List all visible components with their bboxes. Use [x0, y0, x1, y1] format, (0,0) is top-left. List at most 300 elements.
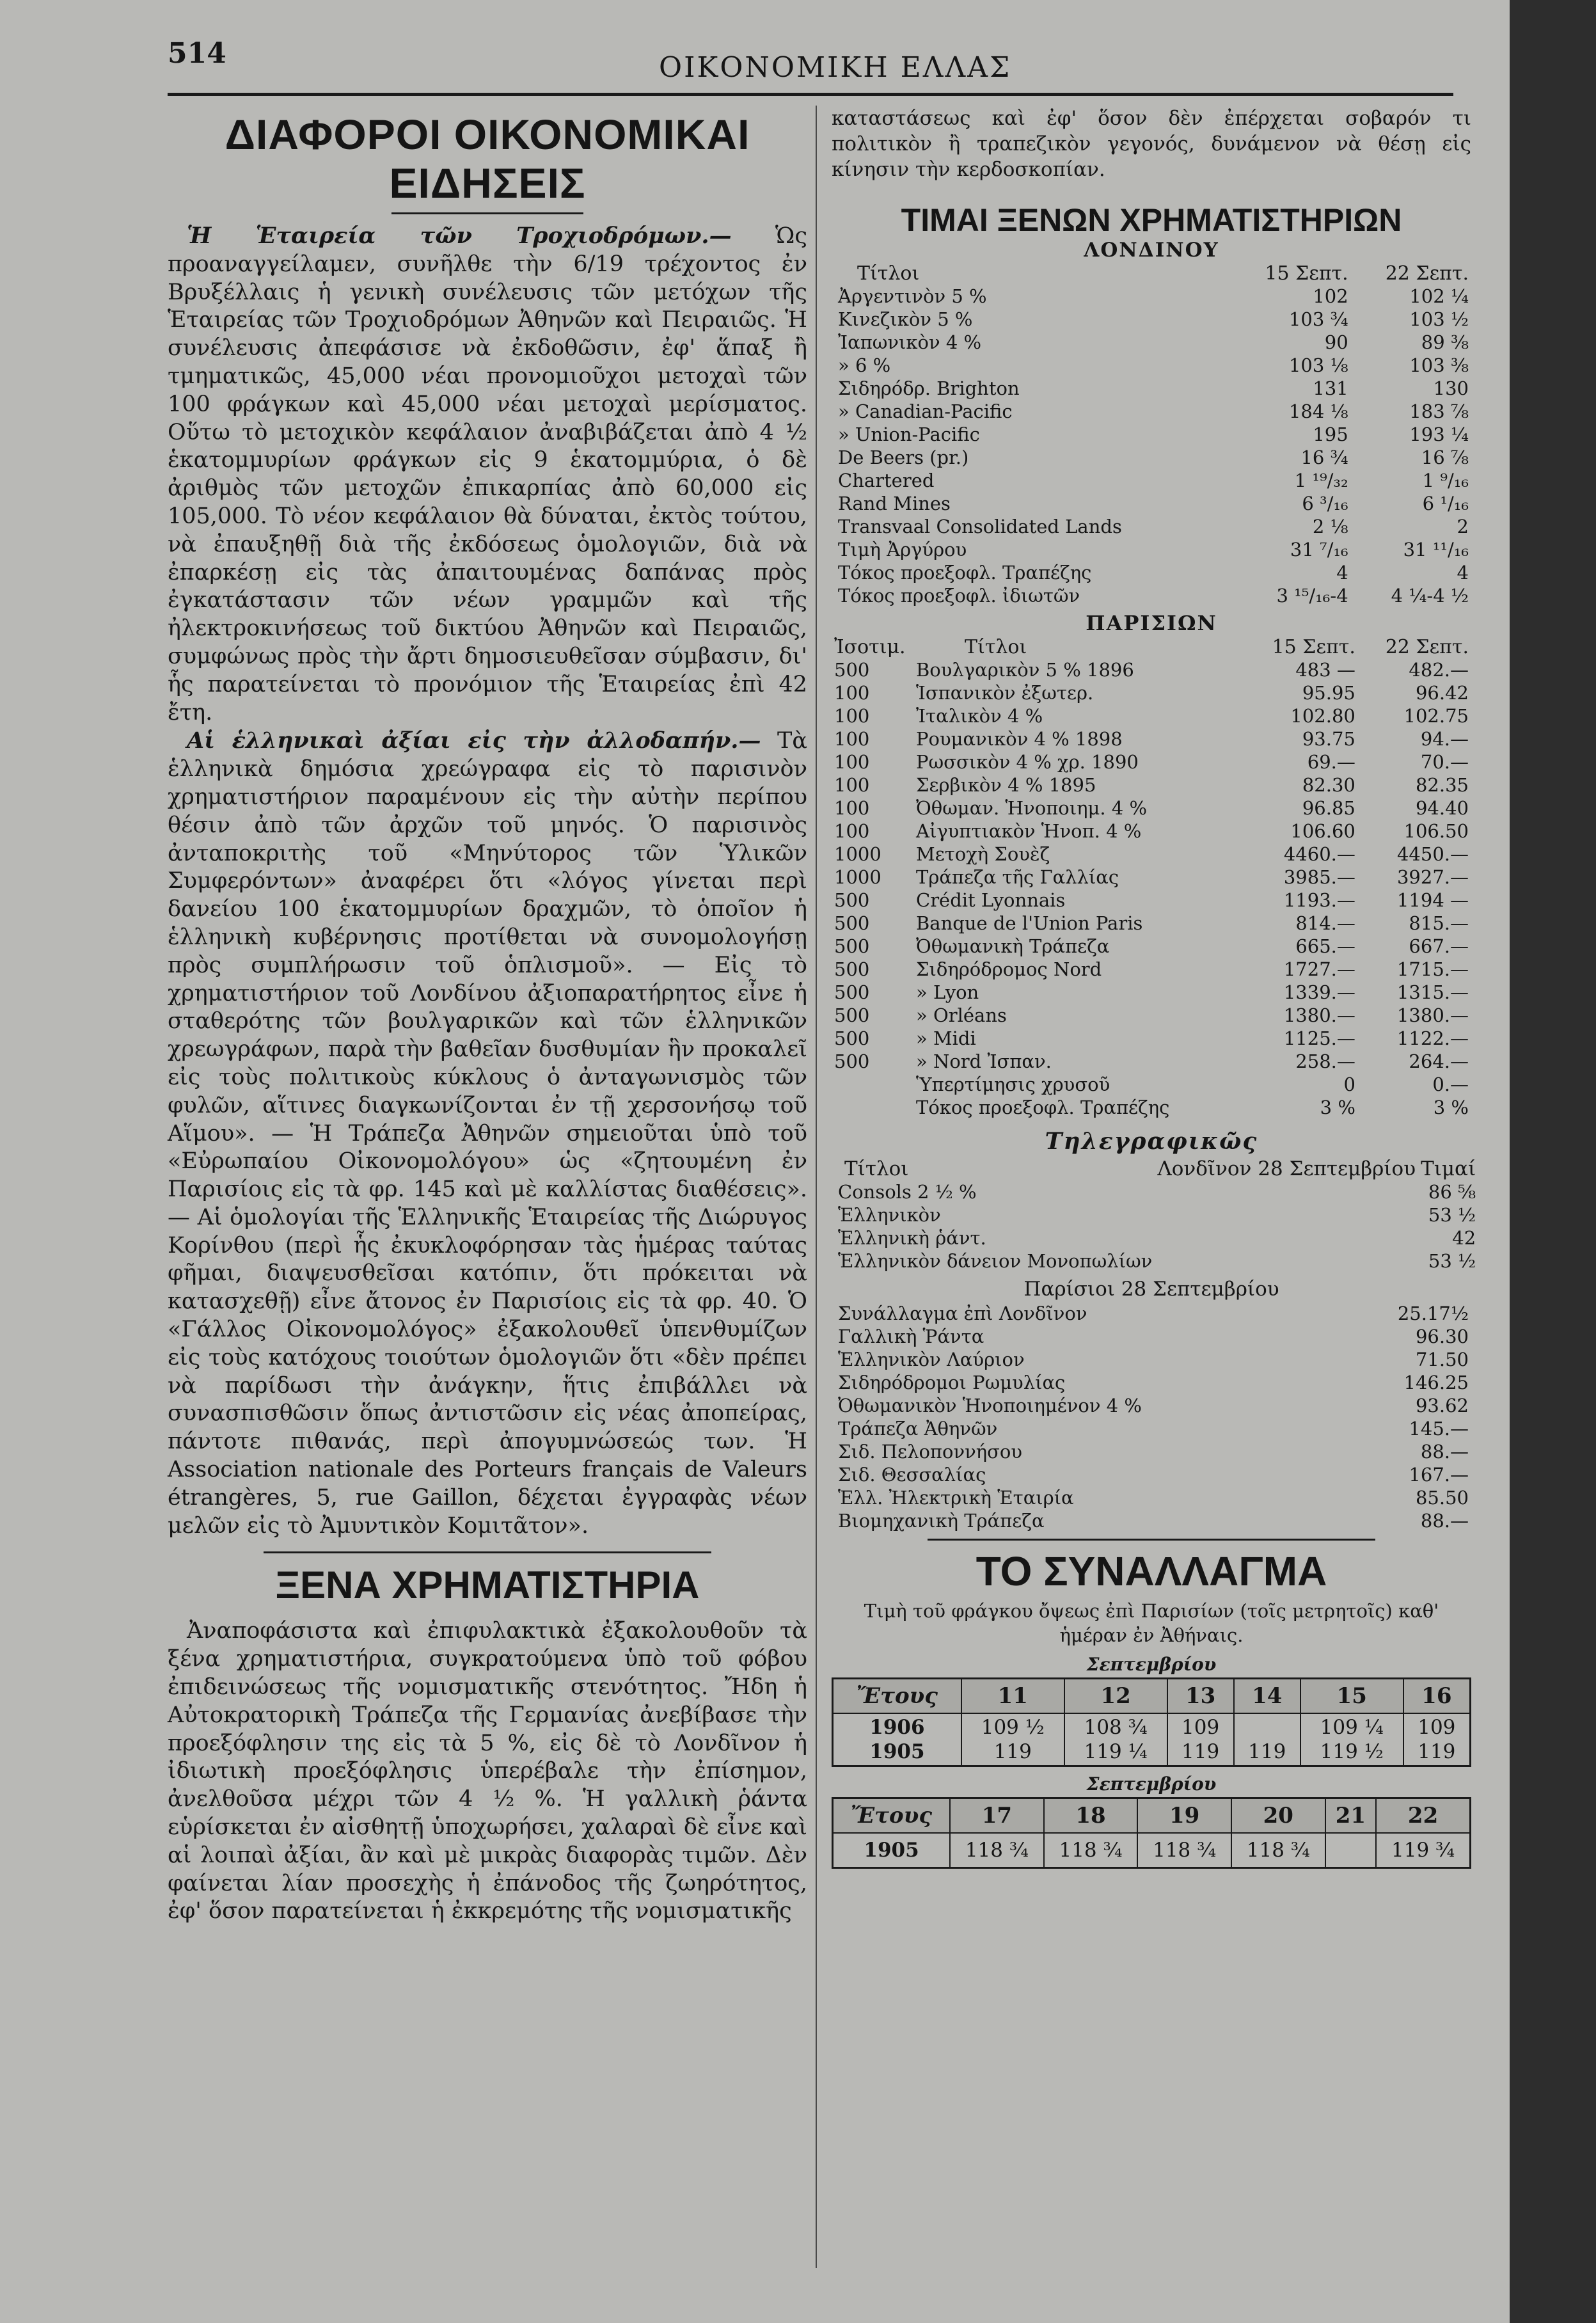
- price-22-sept: 94.—: [1420, 728, 1469, 750]
- rate-cell: [961, 1713, 1064, 1766]
- rate-1905: 118 ¾: [1044, 1833, 1138, 1868]
- security-name: » Canadian-Pacific: [838, 400, 1013, 422]
- security-name: Ἰαπωνικὸν 4 %: [838, 331, 982, 353]
- rate-1906: 108 ¾: [1084, 1716, 1148, 1739]
- rate-1905: 118 ¾: [950, 1833, 1044, 1868]
- price-15-sept: 31 ⁷/₁₆: [1290, 539, 1348, 560]
- price-15-sept: 0: [1343, 1074, 1355, 1095]
- exchange-heading: ΤΟ ΣΥΝΑΛΛΑΓΜΑ: [976, 1548, 1327, 1594]
- year-1906: 1906: [869, 1716, 925, 1739]
- day-header: 19: [1137, 1798, 1231, 1834]
- foreign-exchanges-heading: ΞΕΝΑ ΧΡΗΜΑΤΙΣΤΗΡΙΑ: [275, 1564, 700, 1607]
- day-header: 17: [950, 1798, 1044, 1834]
- price-22-sept: 106.50: [1403, 820, 1469, 842]
- exchange-table-1-year-label: Ἔτους: [833, 1679, 961, 1714]
- security-name: Banque de l'Union Paris: [916, 912, 1143, 934]
- london-row: [832, 469, 1471, 492]
- paris-col-title: Τίτλοι: [965, 635, 1027, 658]
- nominal-value: 100: [834, 705, 870, 727]
- rate-1906: 109: [1418, 1716, 1456, 1739]
- security-name: Ὀθωμαν. Ἡνοποιημ. 4 %: [916, 797, 1148, 819]
- price: 146.25: [1403, 1372, 1469, 1393]
- right-column: [832, 106, 1476, 1869]
- security-name: » Nord Ἰσπαν.: [916, 1051, 1052, 1072]
- price-22-sept: 1 ⁹/₁₆: [1422, 470, 1469, 491]
- price: 86 ⅝: [1428, 1181, 1476, 1203]
- nominal-value: 1000: [834, 866, 881, 888]
- security-name: Σιδηρόδρομος Nord: [916, 958, 1102, 980]
- price-22-sept: 1194 —: [1396, 889, 1469, 911]
- paris-row: [832, 1027, 1471, 1050]
- security-name: Γαλλικὴ Ῥάντα: [838, 1326, 984, 1347]
- exchange-subtitle: Τιμὴ τοῦ φράγκου ὄψεως ἐπὶ Παρισίων (τοῖς μετρητοῖς) καθ' ἡμέραν ἐν Ἀθήναις.: [864, 1600, 1439, 1646]
- price-22-sept: 31 ¹¹/₁₆: [1403, 539, 1469, 560]
- price-15-sept: 102: [1313, 285, 1348, 307]
- london-row: [832, 538, 1471, 561]
- price-15-sept: 258.—: [1295, 1051, 1355, 1072]
- article-trams-title: Ἡ Ἑταιρεία τῶν Τροχιοδρόμων.—: [187, 223, 732, 249]
- article-trams: [168, 222, 807, 727]
- london-row: [832, 308, 1471, 331]
- security-name: Ἀργεντινὸν 5 %: [838, 285, 987, 307]
- rate-cell: [1167, 1713, 1234, 1766]
- page-edge-shadow: [1510, 0, 1596, 2323]
- price-22-sept: 82.35: [1415, 774, 1469, 796]
- paris-row: [832, 797, 1471, 820]
- price-22-sept: 4: [1457, 562, 1469, 583]
- security-name: Ἑλληνικὸν Λαύριον: [838, 1349, 1025, 1370]
- exchange-table-2: [832, 1797, 1471, 1869]
- london-header-row: [832, 262, 1471, 285]
- security-name: Μετοχὴ Σουὲζ: [916, 843, 1050, 865]
- rate-cell: [1403, 1713, 1471, 1766]
- price-22-sept: 70.—: [1420, 751, 1469, 773]
- price-15-sept: 106.60: [1290, 820, 1355, 842]
- security-name: Ὀθωμανικὸν Ἡνοποιημένον 4 %: [838, 1395, 1142, 1416]
- exchange-table-2-head: [833, 1798, 1471, 1834]
- paris-row: [832, 958, 1471, 981]
- security-name: Σιδηρόδρομοι Ρωμυλίας: [838, 1372, 1066, 1393]
- price: 167.—: [1409, 1464, 1469, 1486]
- paris-header-row: [832, 635, 1471, 658]
- telegraph-paris-row: [832, 1463, 1471, 1486]
- spacer: [1155, 1203, 1418, 1226]
- london-row: [832, 354, 1471, 377]
- exchange-table-2-year: 1905: [833, 1833, 951, 1868]
- london-row: [832, 492, 1471, 515]
- price-15-sept: 195: [1313, 424, 1348, 445]
- price-15-sept: 3 %: [1320, 1097, 1355, 1118]
- price-22-sept: 96.42: [1415, 682, 1469, 704]
- exchange-table-1-head: [833, 1679, 1471, 1714]
- security-name: Ἱσπανικὸν ἐξωτερ.: [916, 682, 1094, 704]
- price-22-sept: 3927.—: [1396, 866, 1469, 888]
- telegraph-paris-row: [832, 1302, 1471, 1325]
- price-15-sept: 4460.—: [1283, 843, 1355, 865]
- paris-row: [832, 1004, 1471, 1027]
- telegraph-paris-table: [832, 1302, 1471, 1532]
- rate-1906: [1238, 1715, 1296, 1740]
- price-15-sept: 90: [1324, 331, 1348, 353]
- price-22-sept: 0.—: [1432, 1074, 1469, 1095]
- london-row: [832, 331, 1471, 354]
- nominal-value: 500: [834, 889, 870, 911]
- price-15-sept: 131: [1313, 377, 1348, 399]
- telegraph-col-title: Τίτλοι: [844, 1157, 909, 1180]
- day-header: 11: [961, 1679, 1064, 1714]
- exchange-month-2: Σεπτεμβρίου: [1086, 1773, 1217, 1795]
- paris-row: [832, 750, 1471, 773]
- price-15-sept: 16 ¾: [1300, 447, 1348, 468]
- rate-cell: [1300, 1713, 1403, 1766]
- price-15-sept: 1339.—: [1283, 981, 1355, 1003]
- heading-underline: [391, 212, 583, 214]
- price-22-sept: 1122.—: [1396, 1027, 1469, 1049]
- paris-row: [832, 773, 1471, 797]
- paris-row: [832, 704, 1471, 727]
- nominal-value: 500: [834, 935, 870, 957]
- security-name: Ἑλλ. Ἠλεκτρικὴ Ἑταιρία: [838, 1487, 1074, 1509]
- security-name: Τράπεζα τῆς Γαλλίας: [916, 866, 1119, 888]
- security-name: Βουλγαρικὸν 5 % 1896: [916, 659, 1134, 681]
- security-name: » Orléans: [916, 1004, 1007, 1026]
- day-header: 22: [1376, 1798, 1470, 1834]
- price-15-sept: 184 ⅛: [1288, 400, 1348, 422]
- rate-1905: 119 ¼: [1084, 1740, 1148, 1763]
- price-15-sept: 96.85: [1302, 797, 1355, 819]
- paris-row: [832, 912, 1471, 935]
- day-header: 13: [1167, 1679, 1234, 1714]
- paris-label: ΠΑΡΙΣΙΩΝ: [1086, 611, 1217, 635]
- price-22-sept: 2: [1457, 516, 1469, 537]
- telegraph-paris-body: [832, 1302, 1471, 1532]
- prices-heading: ΤΙΜΑΙ ΞΕΝΩΝ ΧΡΗΜΑΤΙΣΤΗΡΙΩΝ: [901, 202, 1402, 238]
- year-1905: 1905: [869, 1740, 925, 1763]
- rate-1906: 109 ½: [981, 1716, 1045, 1739]
- london-table: [832, 262, 1471, 607]
- london-row: [832, 584, 1471, 607]
- security-name: Ρωσσικὸν 4 % χρ. 1890: [916, 751, 1139, 773]
- spacer: [1155, 1226, 1418, 1249]
- price-22-sept: 4 ¼-4 ½: [1391, 585, 1469, 607]
- security-name: Σερβικὸν 4 % 1895: [916, 774, 1096, 796]
- security-name: Βιομηχανικὴ Τράπεζα: [838, 1510, 1045, 1532]
- day-header: 15: [1300, 1679, 1403, 1714]
- security-name: Σιδ. Θεσσαλίας: [838, 1464, 986, 1486]
- price: 85.50: [1415, 1487, 1469, 1509]
- nominal-value: 100: [834, 774, 870, 796]
- article-greek-securities-title: Αἱ ἑλληνικαὶ ἀξίαι εἰς τὴν ἀλλοδαπήν.—: [187, 727, 761, 754]
- price: 145.—: [1409, 1418, 1469, 1439]
- exchange-separator: [832, 1532, 1471, 1546]
- rate-1905: 119: [1248, 1740, 1286, 1763]
- telegraph-label: Τηλεγραφικῶς: [1045, 1128, 1258, 1155]
- paris-row: [832, 820, 1471, 843]
- price-22-sept: 103 ½: [1409, 308, 1469, 330]
- paris-row: [832, 981, 1471, 1004]
- rate-1905: 119 ½: [1320, 1740, 1384, 1763]
- article-greek-securities-text: Τὰ ἑλληνικὰ δημόσια χρεώγραφα εἰς τὸ παρισινὸν χρηματιστήριον παραμένουν εἰς τὴν αὐτὴν περίπου θέσιν ἀπὸ τῶν ἀρχῶν τοῦ μηνός. Ὁ παρισινὸς ἀνταποκριτὴς τοῦ «Μηνύτορος τῶν Ὑλικῶν Συμφερόντων» ἀναφέρει ὅτι «λόγος γίνεται περὶ δανείου 100 ἑκατομμυρίων δραχμῶν, τὸ ὁποῖον ἡ ἑλληνικὴ κυβέρνησις προτίθεται νὰ συνομολογήσῃ πρὸς συμπλήρωσιν τοῦ ὁπλισμοῦ». — Εἰς τὸ χρηματιστήριον τοῦ Λονδίνου ἀξιοπαρατήρητος εἶνε ἡ σταθερότης τῶν βουλγαρικῶν καὶ τῶν ἑλληνικῶν χρεωγράφων, παρὰ τὴν βαθεῖαν δυσθυμίαν ἣν προκαλεῖ εἰς τοὺς πολιτικοὺς κύκλους ὁ ἀνταγωνισμὸς τῶν φυλῶν, αἵτινες διαγκωνίζονται ἐν τῇ χερσονήσῳ τοῦ Αἵμου». — Ἡ Τράπεζα Ἀθηνῶν σημειοῦται ὑπὸ τοῦ «Εὐρωπαίου Οἰκονομολόγου» ὡς «ζητουμένη ἐν Παρισίοις εἰς τὰ φρ. 145 καὶ μὲ καλλίστας διαθέσεις».— Αἱ ὁμολογίαι τῆς Ἑλληνικῆς Ἑταιρείας τῆς Διώρυγος Κορίνθου (περὶ ἧς ἐκυκλοφόρησαν τὰς ἡμέρας ταύτας φῆμαι, διαψευσθεῖσαι κατόπιν, ὅτι πρόκειται νὰ κατασχεθῇ) εἶνε ἄτονος ἐν Παρισίοις εἰς τὰ φρ. 40. Ὁ «Γάλλος Οἰκονομολόγος» ἐξακολουθεῖ ὑπενθυμίζων εἰς τοὺς κατόχους τοιούτων ὁμολογιῶν ὅτι «δὲν πρέπει νὰ παρίδωσι τὴν ἀνάγκην, ἥτις ἐπιβάλλει νὰ συνασπισθῶσιν ὅπως ἀντιστῶσιν εἰς νέας ἀποπείρας, πάντοτε πιθανάς, περὶ ἀπογυμνώσεώς των. Ἡ Association nationale des Porteurs français de Valeurs étrangères, 5, rue Gaillon, δέχεται ἐγγραφὰς νέων μελῶν εἰς τὸ Ἀμυντικὸν Κομιτᾶτον».: [168, 728, 807, 1539]
- day-header: 18: [1044, 1798, 1138, 1834]
- price: 25.17½: [1397, 1303, 1469, 1324]
- security-name: Αἰγυπτιακὸν Ἡνοπ. 4 %: [916, 820, 1142, 842]
- paris-row: [832, 1050, 1471, 1073]
- price-15-sept: 6 ³/₁₆: [1302, 493, 1348, 514]
- telegraph-london-date: Λονδῖνον 28 Σεπτεμβρίου: [1157, 1157, 1416, 1180]
- security-name: Ὀθωμανικὴ Τράπεζα: [916, 935, 1110, 957]
- security-name: Τόκος προεξοφλ. Τραπέζης: [838, 562, 1092, 583]
- london-body: [832, 285, 1471, 607]
- telegraph-col-price: Τιμαί: [1421, 1157, 1476, 1180]
- price: 88.—: [1420, 1510, 1469, 1532]
- rate-1906: 109: [1181, 1716, 1220, 1739]
- telegraph-paris-row: [832, 1486, 1471, 1509]
- telegraph-paris-row: [832, 1417, 1471, 1440]
- price-15-sept: 1193.—: [1283, 889, 1355, 911]
- security-name: Transvaal Consolidated Lands: [838, 516, 1122, 537]
- telegraph-paris-row: [832, 1325, 1471, 1348]
- article-foreign-exchanges: Ἀναποφάσιστα καὶ ἐπιφυλακτικὰ ἐξακολουθοῦν τὰ ξένα χρηματιστήρια, συγκρατούμενα ὑπὸ τοῦ φόβου ἐπιδεινώσεως τῆς νομισματικῆς στενότητος. Ἤδη ἡ Αὐτοκρατορικὴ Τράπεζα τῆς Γερμανίας ἀνεβίβασε τὴν προεξόφλησιν της εἰς τὰ 5 %, εἰς δὲ τὸ Λονδῖνον ἡ ἰδιωτικὴ προεξόφλησις ὑπερέβαλε τὴν ἐπίσημον, ἀνελθοῦσα μέχρι τῶν 4 ½ %. Ἡ γαλλικὴ ῥάντα εὑρίσκεται ἐν αἰσθητῇ ὑποχωρήσει, χαλαραὶ δὲ εἶνε καὶ αἱ λοιπαὶ ἀξίαι, ἂν καὶ μὲ μικρὰς διαφορὰς τιμῶν. Δὲν φαίνεται λίαν προσεχὴς ἡ ἐπάνοδος τῆς ζωηρότητος, ἐφ' ὅσον παρατείνεται ἡ ἐκκρεμότης τῆς νομισματικῆς: [168, 1618, 807, 1924]
- london-row: [832, 377, 1471, 400]
- rate-1906: 109 ¼: [1320, 1716, 1384, 1739]
- nominal-value: 500: [834, 958, 870, 980]
- telegraph-paris-row: [832, 1371, 1471, 1394]
- london-row: [832, 561, 1471, 584]
- exchange-table-2-body: [833, 1833, 1471, 1868]
- exchange-table-2-year-label: Ἔτους: [833, 1798, 951, 1834]
- telegraph-header-row: [832, 1157, 1478, 1180]
- day-header: 21: [1325, 1798, 1377, 1834]
- price-22-sept: 16 ⅞: [1421, 447, 1469, 468]
- day-header: 16: [1403, 1679, 1471, 1714]
- header-rule: [168, 93, 1453, 96]
- day-header: 12: [1064, 1679, 1167, 1714]
- price-22-sept: 815.—: [1409, 912, 1469, 934]
- left-column: [168, 102, 807, 1926]
- paris-col-nominal: Ἰσοτιμ.: [834, 635, 906, 658]
- rate-1905: 119 ¾: [1376, 1833, 1470, 1868]
- nominal-value: 500: [834, 1027, 870, 1049]
- price-15-sept: 2 ⅛: [1312, 516, 1348, 537]
- running-head: ΟΙΚΟΝΟΜΙΚΗ ΕΛΛΑΣ: [659, 51, 1012, 84]
- london-col-d2: 22 Σεπτ.: [1385, 262, 1469, 285]
- telegraph-paris-row: [832, 1440, 1471, 1463]
- rate-1905: [1325, 1833, 1377, 1868]
- security-name: » Union-Pacific: [838, 424, 980, 445]
- paris-row: [832, 1096, 1471, 1119]
- rate-1905: 119: [1181, 1740, 1220, 1763]
- paris-row: [832, 658, 1471, 681]
- exchange-month-1: Σεπτεμβρίου: [1086, 1654, 1217, 1675]
- price-22-sept: 1380.—: [1396, 1004, 1469, 1026]
- security-name: » Midi: [916, 1027, 976, 1049]
- day-header: 20: [1231, 1798, 1325, 1834]
- nominal-value: 500: [834, 981, 870, 1003]
- security-name: Ἑλληνικὸν δάνειον Μονοπωλίων: [838, 1250, 1153, 1272]
- nominal-value: [832, 1096, 913, 1119]
- section-heading: ΔΙΑΦΟΡΟΙ ΟΙΚΟΝΟΜΙΚΑΙ ΕΙΔΗΣΕΙΣ: [225, 111, 750, 207]
- price-15-sept: 95.95: [1302, 682, 1355, 704]
- article-greek-securities: [168, 727, 807, 1540]
- price-22-sept: 89 ⅜: [1421, 331, 1469, 353]
- price-22-sept: 130: [1433, 377, 1469, 399]
- price-15-sept: 82.30: [1302, 774, 1355, 796]
- nominal-value: 100: [834, 820, 870, 842]
- price-22-sept: 183 ⅞: [1409, 400, 1469, 422]
- price-15-sept: 3985.—: [1283, 866, 1355, 888]
- price: 96.30: [1415, 1326, 1469, 1347]
- paris-row: [832, 1073, 1471, 1096]
- security-name: » 6 %: [838, 354, 891, 376]
- price-15-sept: 3 ¹⁵/₁₆-4: [1276, 585, 1348, 607]
- security-name: Chartered: [838, 470, 935, 491]
- page-number: 514: [168, 37, 226, 70]
- price-22-sept: 264.—: [1409, 1051, 1469, 1072]
- price-22-sept: 482.—: [1409, 659, 1469, 681]
- nominal-value: 500: [834, 1051, 870, 1072]
- price-22-sept: 1715.—: [1396, 958, 1469, 980]
- rate-1905: 119: [993, 1740, 1032, 1763]
- nominal-value: 1000: [834, 843, 881, 865]
- telegraph-paris-row: [832, 1394, 1471, 1417]
- paris-body: [832, 658, 1471, 1119]
- price: 93.62: [1415, 1395, 1469, 1416]
- nominal-value: 500: [834, 1004, 870, 1026]
- price: 42: [1452, 1227, 1476, 1249]
- price-15-sept: 1727.—: [1283, 958, 1355, 980]
- price: 88.—: [1420, 1441, 1469, 1463]
- telegraph-paris-date: Παρίσιοι 28 Σεπτεμβρίου: [1023, 1278, 1279, 1301]
- telegraph-london-body: [832, 1180, 1478, 1272]
- paris-row: [832, 866, 1471, 889]
- london-label: ΛΟΝΔΙΝΟΥ: [1084, 239, 1219, 262]
- price: 53 ½: [1428, 1250, 1476, 1272]
- telegraph-london-table: [832, 1157, 1478, 1272]
- price-15-sept: 4: [1336, 562, 1348, 583]
- security-name: Ρουμανικὸν 4 % 1898: [916, 728, 1123, 750]
- telegraph-london-row: [832, 1180, 1478, 1203]
- price-15-sept: 103 ¾: [1288, 308, 1348, 330]
- london-col-d1: 15 Σεπτ.: [1265, 262, 1348, 285]
- security-name: Ὑπερτίμησις χρυσοῦ: [916, 1074, 1110, 1095]
- nominal-value: 100: [834, 728, 870, 750]
- london-row: [832, 285, 1471, 308]
- rate-1905: 119: [1418, 1740, 1456, 1763]
- article-separator: [168, 1544, 807, 1560]
- price-22-sept: 1315.—: [1396, 981, 1469, 1003]
- telegraph-london-row: [832, 1249, 1478, 1272]
- nominal-value: 100: [834, 797, 870, 819]
- price-22-sept: 193 ¼: [1409, 424, 1469, 445]
- price-15-sept: 1125.—: [1283, 1027, 1355, 1049]
- price-22-sept: 103 ⅜: [1409, 354, 1469, 376]
- price-22-sept: 102 ¼: [1409, 285, 1469, 307]
- security-name: Crédit Lyonnais: [916, 889, 1066, 911]
- price-22-sept: 94.40: [1415, 797, 1469, 819]
- paris-row: [832, 843, 1471, 866]
- paris-col-d2: 22 Σεπτ.: [1385, 635, 1469, 658]
- security-name: De Beers (pr.): [838, 447, 969, 468]
- london-row: [832, 400, 1471, 423]
- paris-row: [832, 727, 1471, 750]
- paris-row: [832, 681, 1471, 704]
- price-22-sept: 3 %: [1433, 1097, 1469, 1118]
- security-name: Κινεζικὸν 5 %: [838, 308, 973, 330]
- price-15-sept: 93.75: [1302, 728, 1355, 750]
- price-15-sept: 1 ¹⁹/₃₂: [1294, 470, 1348, 491]
- security-name: Consols 2 ½ %: [838, 1181, 977, 1203]
- article-trams-text: Ὡς προαναγγείλαμεν, συνῆλθε τὴν 6/19 τρέχοντος ἐν Βρυξέλλαις ἡ γενικὴ συνέλευσις τῶν μετόχων τῆς Ἑταιρείας τῶν Τροχιοδρόμων Ἀθηνῶν καὶ Πειραιῶς. Ἡ συνέλευσις ἀπεφάσισε νὰ ἐκδοθῶσιν, ἐφ' ἅπαξ ἢ τμηματικῶς, 45,000 νέαι προνομιοῦχοι μετοχαὶ τῶν 100 φράγκων καὶ 45,000 νέαι μετοχαὶ μερίσματος. Οὕτω τὸ μετοχικὸν κεφάλαιον ἀναβιβάζεται ἀπὸ 4 ½ ἑκατομμυρίων φράγκων εἰς 9 ἑκατομμύρια, ὁ δὲ ἀριθμὸς τῶν μετοχῶν ἐπικαρπίας ἀπὸ 60,000 εἰς 105,000. Τὸ νέον κεφάλαιον θὰ δύναται, ἐκτὸς τούτου, νὰ ἐπαυξηθῇ διὰ τῆς ἐκδόσεως ὁμολογιῶν, διὰ νὰ ἐπαρκέσῃ εἰς τὰς ἀπαιτουμένας δαπάνας πρὸς ἐγκατάστασιν τῶν νέων γραμμῶν καὶ τῆς ἠλεκτροκινήσεως τοῦ δικτύου Ἀθηνῶν καὶ Πειραιῶς, συμφώνως πρὸς τὴν ἄρτι δημοσιευθεῖσαν σύμβασιν, δι' ἧς παρατείνεται τὸ προνόμιον τῆς Ἑταιρείας ἐπὶ 42 ἔτη.: [168, 223, 807, 725]
- telegraph-london-row: [832, 1203, 1478, 1226]
- security-name: Ἑλληνικὸν: [838, 1204, 941, 1226]
- spacer: [1155, 1249, 1418, 1272]
- price-15-sept: 102.80: [1290, 705, 1355, 727]
- paris-row: [832, 935, 1471, 958]
- paris-row: [832, 889, 1471, 912]
- price-15-sept: 103 ⅛: [1288, 354, 1348, 376]
- security-name: Συνάλλαγμα ἐπὶ Λονδῖνον: [838, 1303, 1087, 1324]
- security-name: Σιδ. Πελοποννήσου: [838, 1441, 1022, 1463]
- exchange-table-1-body: [833, 1713, 1471, 1766]
- price-15-sept: 814.—: [1295, 912, 1355, 934]
- price-22-sept: 667.—: [1409, 935, 1469, 957]
- price-22-sept: 4450.—: [1396, 843, 1469, 865]
- security-name: Ἑλληνικὴ ῥάντ.: [838, 1227, 986, 1249]
- nominal-value: 500: [834, 659, 870, 681]
- price-15-sept: 69.—: [1307, 751, 1355, 773]
- day-header: 14: [1234, 1679, 1300, 1714]
- security-name: Ἰταλικὸν 4 %: [916, 705, 1043, 727]
- price-15-sept: 665.—: [1295, 935, 1355, 957]
- security-name: Τράπεζα Ἀθηνῶν: [838, 1418, 998, 1439]
- nominal-value: 500: [834, 912, 870, 934]
- continued-text: καταστάσεως καὶ ἐφ' ὅσον δὲν ἐπέρχεται σοβαρόν τι πολιτικὸν ἢ τραπεζικὸν γεγονός, δυνάμενον νὰ θέσῃ εἰς κίνησιν τὴν κερδοσκοπίαν.: [832, 107, 1471, 181]
- security-name: Τόκος προεξοφλ. ἰδιωτῶν: [838, 585, 1080, 607]
- security-name: Rand Mines: [838, 493, 951, 514]
- price: 71.50: [1415, 1349, 1469, 1370]
- london-row: [832, 446, 1471, 469]
- telegraph-london-row: [832, 1226, 1478, 1249]
- rate-1905: 118 ¾: [1231, 1833, 1325, 1868]
- price-22-sept: 6 ¹/₁₆: [1422, 493, 1469, 514]
- exchange-table-1: [832, 1677, 1471, 1767]
- rate-cell: [1064, 1713, 1167, 1766]
- london-row: [832, 515, 1471, 538]
- telegraph-paris-row: [832, 1348, 1471, 1371]
- nominal-value: 100: [834, 682, 870, 704]
- column-divider: [816, 106, 817, 2268]
- rate-1905: 118 ¾: [1137, 1833, 1231, 1868]
- telegraph-paris-row: [832, 1509, 1471, 1532]
- price-15-sept: 1380.—: [1283, 1004, 1355, 1026]
- paris-col-d1: 15 Σεπτ.: [1272, 635, 1355, 658]
- security-name: » Lyon: [916, 981, 979, 1003]
- price: 53 ½: [1428, 1204, 1476, 1226]
- rate-cell: [1234, 1713, 1300, 1766]
- nominal-value: 100: [834, 751, 870, 773]
- spacer: [1155, 1180, 1418, 1203]
- security-name: Τόκος προεξοφλ. Τραπέζης: [916, 1097, 1170, 1118]
- exchange-table-1-years: [833, 1713, 961, 1766]
- price-22-sept: 102.75: [1403, 705, 1469, 727]
- security-name: Σιδηρόδρ. Brighton: [838, 377, 1020, 399]
- london-col-title: Τίτλοι: [857, 262, 920, 285]
- paris-table: [832, 635, 1471, 1119]
- london-row: [832, 423, 1471, 446]
- security-name: Τιμὴ Ἀργύρου: [838, 539, 967, 560]
- price-15-sept: 483 —: [1295, 659, 1355, 681]
- nominal-value: [832, 1073, 913, 1096]
